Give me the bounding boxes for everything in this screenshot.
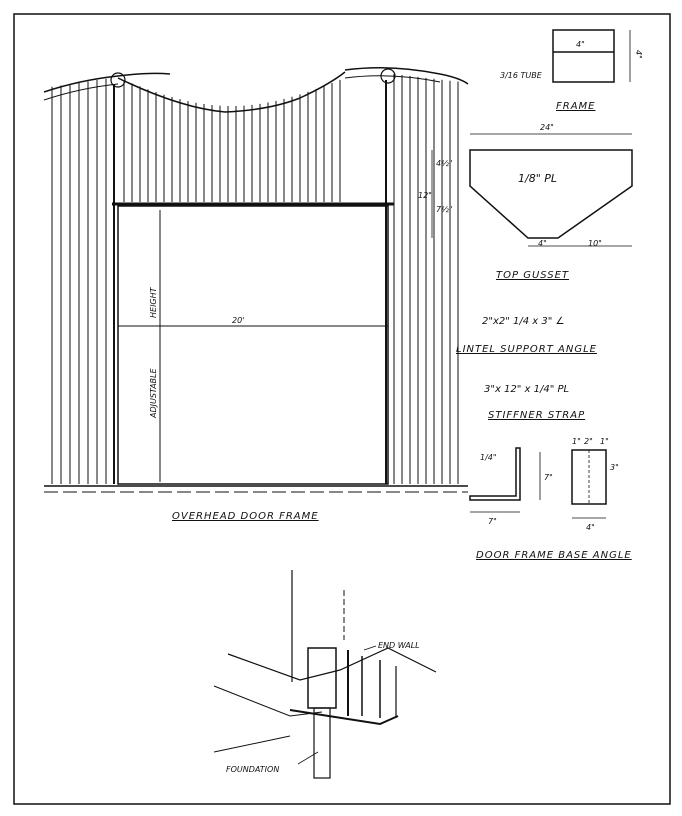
strap-side-label: 3" bbox=[610, 463, 619, 472]
frame-width-label: 4" bbox=[576, 40, 585, 49]
stiffener-spec: 3"x 12" x 1/4" PL bbox=[484, 384, 570, 395]
frame-title: FRAME bbox=[556, 101, 596, 112]
strap-bottom-label: 4" bbox=[586, 523, 595, 532]
foundation-label: FOUNDATION bbox=[226, 765, 280, 774]
strap-top-mid: 2" bbox=[584, 437, 593, 446]
foundation-detail bbox=[214, 570, 436, 778]
tube-label: 3/16 TUBE bbox=[500, 71, 542, 80]
frame-detail bbox=[553, 30, 630, 82]
top-gusset-title: TOP GUSSET bbox=[496, 270, 570, 281]
overhead-door-frame-title: OVERHEAD DOOR FRAME bbox=[172, 511, 319, 522]
column-footing bbox=[314, 708, 330, 778]
base-angle-title: DOOR FRAME BASE ANGLE bbox=[476, 550, 632, 561]
gusset-upper-height: 4½" bbox=[436, 159, 453, 168]
lintel-title: LINTEL SUPPORT ANGLE bbox=[456, 344, 597, 355]
slab-far-edge bbox=[214, 736, 290, 752]
gusset-bottom-slope: 10" bbox=[588, 239, 602, 248]
gusset-plate bbox=[470, 150, 632, 238]
overhead-door-frame bbox=[44, 68, 468, 492]
gusset-width-label: 24" bbox=[540, 123, 554, 132]
left-wall-arch bbox=[44, 73, 170, 92]
top-gusset-detail bbox=[432, 134, 632, 246]
gusset-total-height: 12" bbox=[418, 191, 432, 200]
left-wall-arch-inner bbox=[44, 84, 118, 100]
foundation-leader bbox=[298, 752, 318, 764]
tube-outer bbox=[553, 30, 614, 82]
adjustable-label: ADJUSTABLE bbox=[149, 368, 158, 418]
angle-leg-label: 7" bbox=[488, 517, 497, 526]
angle-height-label: 7" bbox=[544, 473, 553, 482]
slab-top-edge bbox=[228, 648, 436, 680]
frame-height-label: 4" bbox=[634, 50, 643, 59]
gusset-plate-label: 1/8" PL bbox=[518, 172, 558, 185]
sheet-border bbox=[14, 14, 670, 804]
end-wall-label: END WALL bbox=[378, 641, 420, 650]
wall-ribs bbox=[52, 74, 458, 484]
door-width-label: 20' bbox=[232, 316, 245, 325]
gusset-bottom-flat: 4" bbox=[538, 239, 547, 248]
strap-top-left: 1" bbox=[572, 437, 581, 446]
stiffener-title: STIFFNER STRAP bbox=[488, 410, 586, 421]
end-wall-leader bbox=[364, 646, 376, 650]
middle-roof-curve bbox=[118, 72, 345, 112]
lintel-spec: 2"x2" 1/4 x 3" ∠ bbox=[482, 316, 565, 327]
column-box bbox=[308, 648, 336, 708]
angle-thickness-label: 1/4" bbox=[480, 453, 497, 462]
base-channel bbox=[290, 710, 398, 724]
height-label: HEIGHT bbox=[149, 287, 158, 318]
strap-top-right: 1" bbox=[600, 437, 609, 446]
door-opening bbox=[118, 206, 388, 484]
gusset-lower-height: 7½" bbox=[436, 205, 453, 214]
